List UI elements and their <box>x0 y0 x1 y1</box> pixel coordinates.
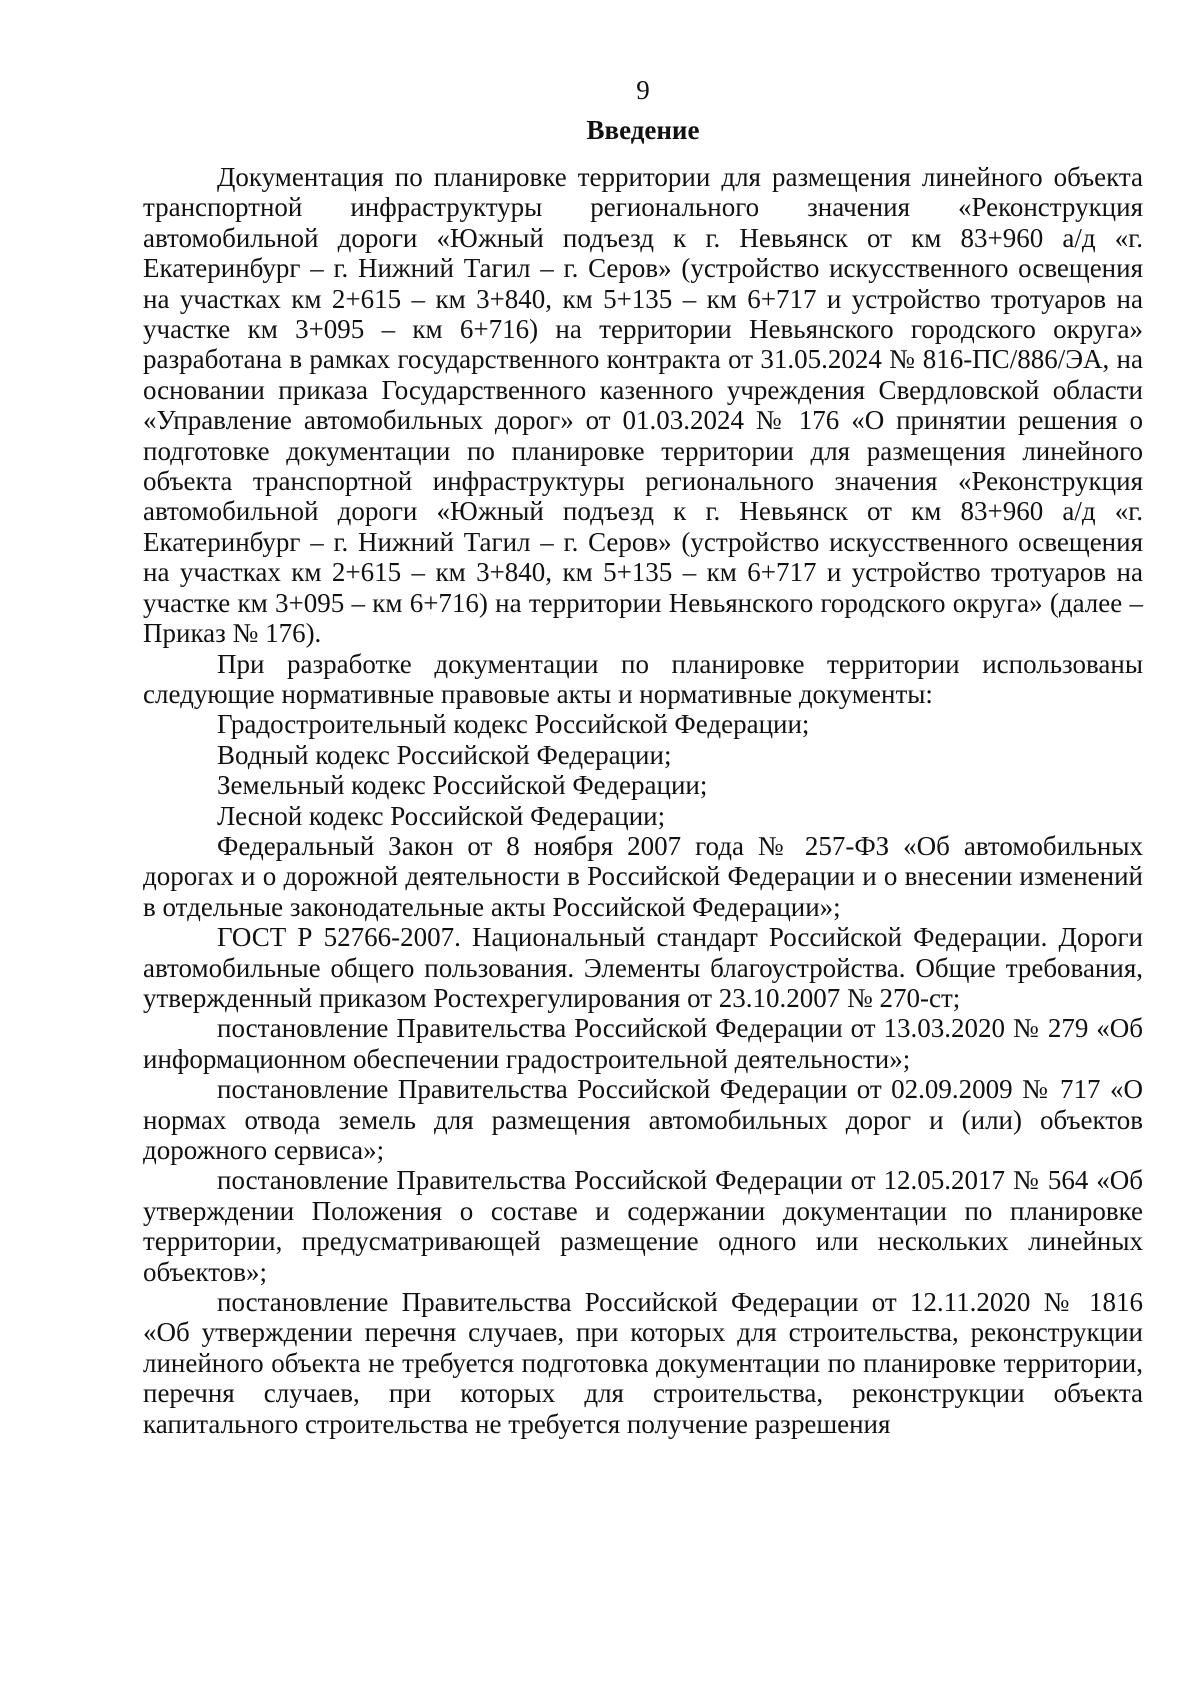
paragraph-intro: Документация по планировке территории для размещения линейного объекта транспортной инфраструктуры регионального значения «Реконструкция автомобильной дороги «Южный подъезд к г. Невьянск от км 83+960 а/д «г. Екатеринбург – г. Нижний Тагил – г. Серов» (устройство искусственного освещения на участках км 2+615 – км 3+840, км 5+135 – км 6+717 и устройство тротуаров на участке км 3+095 – км 6+716) на территории Невьянского городского округа» разработана в рамках государственного контракта от 31.05.2024 № 816-ПС/886/ЭА, на основании приказа Государственного казенного учреждения Свердловской области «Управление автомобильных дорог» от 01.03.2024 № 176 «О принятии решения о подготовке документации по планировке территории для размещения линейного объекта транспортной инфраструктуры регионального значения «Реконструкция автомобильной дороги «Южный подъезд к г. Невьянск от км 83+960 а/д «г. Екатеринбург – г. Нижний Тагил – г. Серов» (устройство искусственного освещения на участках км 2+615 – км 3+840, км 5+135 – км 6+717 и устройство тротуаров на участке км 3+095 – км 6+716) на территории Невьянского городского округа» (далее – Приказ № 176). <box>143 162 1143 649</box>
document-body <box>143 162 1143 1439</box>
page-number: 9 <box>636 75 650 105</box>
list-item-forest-code: Лесной кодекс Российской Федерации; <box>217 800 666 831</box>
list-item-federal-law-257: Федеральный Закон от 8 ноября 2007 года № 257-ФЗ «Об автомобильных дорогах и о дорожной деятельности в Российской Федерации и о внесении изменений в отдельные законодательные акты Российской Федерации»; <box>143 830 1143 922</box>
list-item-land-code: Земельный кодекс Российской Федерации; <box>217 770 708 801</box>
list-item-decree-717: постановление Правительства Российской Федерации от 02.09.2009 № 717 «О нормах отвода земель для размещения автомобильных дорог и (или) объектов дорожного сервиса»; <box>143 1074 1143 1165</box>
paragraph-regulations-intro: При разработке документации по планировке территории использованы следующие нормативные правовые акты и нормативные документы: <box>143 648 1143 709</box>
list-item-urban-code: Градостроительный кодекс Российской Федерации; <box>217 709 810 740</box>
list-item-gost-52766: ГОСТ Р 52766-2007. Национальный стандарт Российской Федерации. Дороги автомобильные общего пользования. Элементы благоустройства. Общие требования, утвержденный приказом Ростехрегулирования от 23.10.2007 № 270-ст; <box>143 922 1143 1013</box>
list-item-decree-1816: постановление Правительства Российской Федерации от 12.11.2020 № 1816 «Об утверждении перечня случаев, при которых для строительства, реконструкции линейного объекта не требуется подготовка документации по планировке территории, перечня случаев, при которых для строительства, реконструкции объекта капитального строительства не требуется получение разрешения <box>143 1287 1143 1439</box>
list-item-decree-279: постановление Правительства Российской Федерации от 13.03.2020 № 279 «Об информационном обеспечении градостроительной деятельности»; <box>143 1013 1143 1074</box>
list-item-decree-564: постановление Правительства Российской Федерации от 12.05.2017 № 564 «Об утверждении Положения о составе и содержании документации по планировке территории, предусматривающей размещение одного или нескольких линейных объектов»; <box>143 1165 1143 1287</box>
section-title: Введение <box>586 115 700 145</box>
list-item-water-code: Водный кодекс Российской Федерации; <box>217 739 672 770</box>
